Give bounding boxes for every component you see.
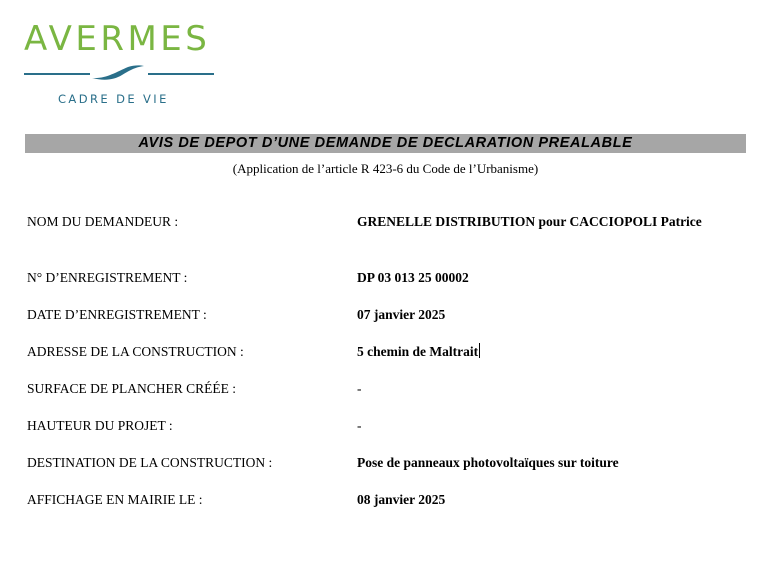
field-value: DP 03 013 25 00002 [357,270,469,285]
field-row-applicant [27,212,746,268]
field-value: 5 chemin de Maltrait [357,344,479,359]
field-list [27,212,746,527]
field-value: Pose de panneaux photovoltaïques sur toiture [357,455,619,470]
field-label: AFFICHAGE EN MAIRIE LE : [27,492,203,507]
avermes-logo [24,20,216,110]
field-label: DESTINATION DE LA CONSTRUCTION : [27,455,273,470]
field-label: HAUTEUR DU PROJET : [27,418,173,433]
title-bar [25,134,746,153]
field-row-floor-area [27,379,746,416]
field-row-registration-date [27,305,746,342]
field-value: GRENELLE DISTRIBUTION pour CACCIOPOLI Patrice [357,214,702,229]
field-label: DATE D’ENREGISTREMENT : [27,307,207,322]
field-row-registration-number [27,268,746,305]
page-subtitle: (Application de l’article R 423-6 du Code de l’Urbanisme) [232,161,539,176]
logo-wordmark: AVERMES [24,19,211,59]
field-row-destination [27,453,746,490]
field-value: - [357,381,362,396]
logo-caption: CADRE DE VIE [58,92,169,106]
field-label: N° D’ENREGISTREMENT : [27,270,188,285]
field-value: - [357,418,362,433]
text-caret [479,343,480,358]
field-value: 07 janvier 2025 [357,307,446,322]
field-row-address [27,342,746,379]
field-row-height [27,416,746,453]
field-value-address [357,342,746,361]
field-label: SURFACE DE PLANCHER CRÉÉE : [27,381,237,396]
page-title: AVIS DE DEPOT D’UNE DEMANDE DE DECLARATION PREALABLE [138,135,633,151]
field-label: NOM DU DEMANDEUR : [27,214,179,229]
field-label: ADRESSE DE LA CONSTRUCTION : [27,344,244,359]
field-value: 08 janvier 2025 [357,492,446,507]
field-row-posting-date [27,490,746,527]
